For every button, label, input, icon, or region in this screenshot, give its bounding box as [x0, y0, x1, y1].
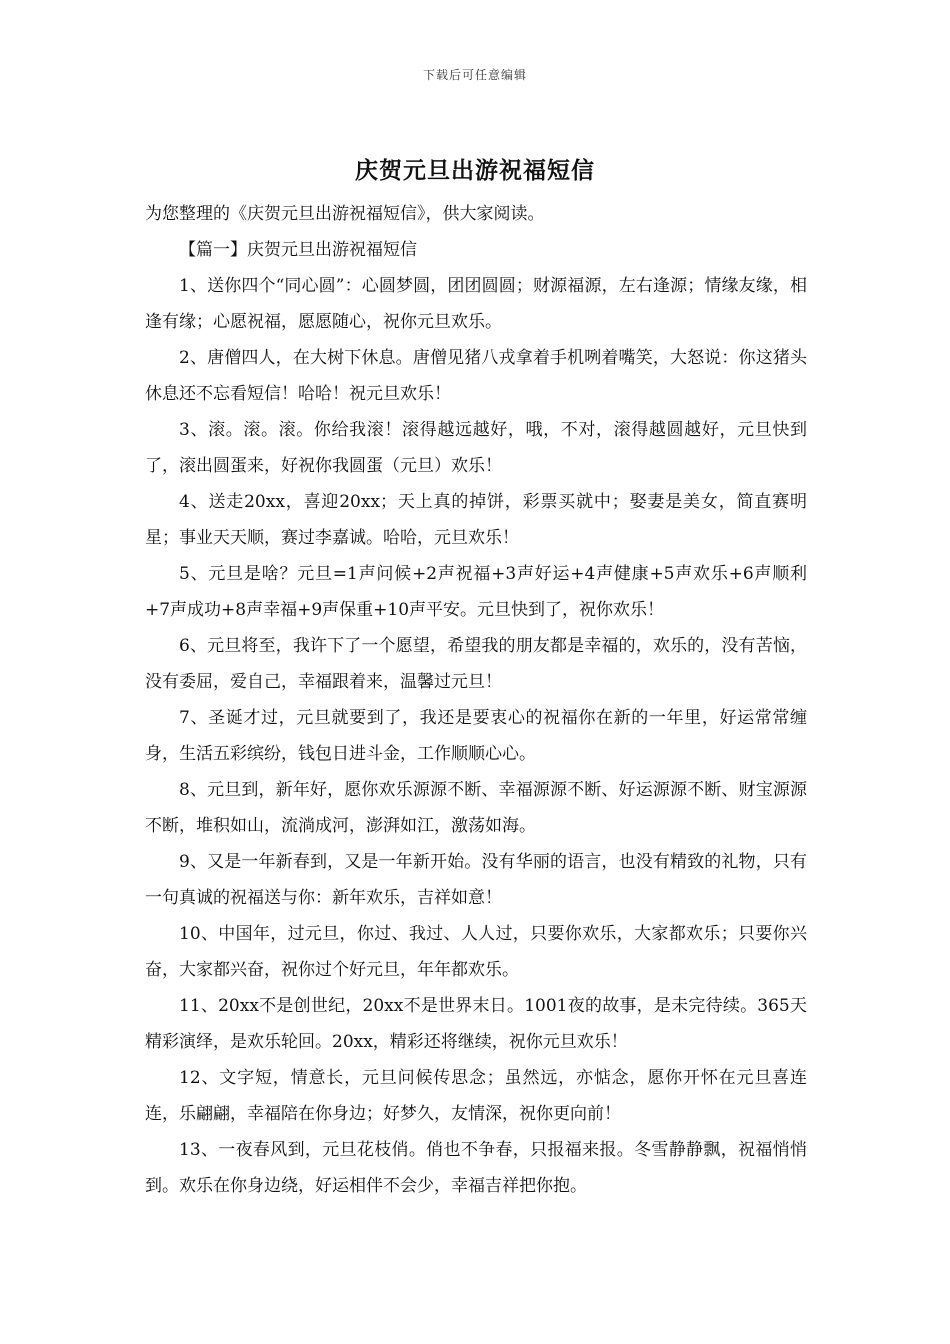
document-title: 庆贺元旦出游祝福短信: [355, 157, 595, 184]
paragraph: 11、20xx不是创世纪，20xx不是世界末日。1001夜的故事，是未完待续。365天精彩演绎，是欢乐轮回。20xx，精彩还将继续，祝你元旦欢乐！: [145, 996, 807, 1052]
paragraph: 7、圣诞才过，元旦就要到了，我还是要衷心的祝福你在新的一年里，好运常常缠身，生活五彩缤纷，钱包日进斗金，工作顺顺心心。: [145, 708, 807, 764]
paragraph: 9、又是一年新春到，又是一年新开始。没有华丽的语言，也没有精致的礼物，只有一句真诚的祝福送与你：新年欢乐，吉祥如意！: [145, 852, 807, 908]
page-header-note: 下载后可任意编辑: [422, 68, 527, 82]
paragraph: 13、一夜春风到，元旦花枝俏。俏也不争春，只报福来报。冬雪静静飘，祝福悄悄到。欢乐在你身边绕，好运相伴不会少，幸福吉祥把你抱。: [145, 1140, 807, 1196]
paragraph: 12、文字短，情意长，元旦问候传思念；虽然远，亦惦念，愿你开怀在元旦喜连连，乐翩翩，幸福陪在你身边；好梦久，友情深，祝你更向前！: [145, 1068, 807, 1124]
paragraph: 6、元旦将至，我许下了一个愿望，希望我的朋友都是幸福的，欢乐的，没有苦恼，没有委屈，爱自己，幸福跟着来，温馨过元旦！: [145, 636, 807, 692]
paragraph: 2、唐僧四人，在大树下休息。唐僧见猪八戎拿着手机咧着嘴笑，大怒说：你这猪头休息还不忘看短信！哈哈！祝元旦欢乐！: [145, 348, 807, 404]
section-title: 【篇一】庆贺元旦出游祝福短信: [179, 240, 417, 260]
paragraph: 3、滚。滚。滚。你给我滚！滚得越远越好，哦，不对，滚得越圆越好，元旦快到了，滚出圆蛋来，好祝你我圆蛋（元旦）欢乐！: [145, 420, 807, 476]
paragraph: 8、元旦到，新年好，愿你欢乐源源不断、幸福源源不断、好运源源不断、财宝源源不断，堆积如山，流淌成河，澎湃如江，激荡如海。: [145, 780, 807, 836]
paragraph: 1、送你四个“同心圆”：心圆梦圆，团团圆圆；财源福源，左右逢源；情缘友缘，相逢有缘；心愿祝福，愿愿随心，祝你元旦欢乐。: [145, 276, 807, 332]
document-body: [145, 196, 807, 1204]
paragraph: 5、元旦是啥？元旦=1声问候+2声祝福+3声好运+4声健康+5声欢乐+6声顺利+7声成功+8声幸福+9声保重+10声平安。元旦快到了，祝你欢乐！: [145, 564, 807, 620]
paragraph: 10、中国年，过元旦，你过、我过、人人过，只要你欢乐，大家都欢乐；只要你兴奋，大家都兴奋，祝你过个好元旦，年年都欢乐。: [145, 924, 807, 980]
paragraph: 4、送走20xx，喜迎20xx；天上真的掉饼，彩票买就中；娶妻是美女，简直赛明星；事业天天顺，赛过李嘉诚。哈哈，元旦欢乐！: [145, 492, 807, 548]
intro-text: 为您整理的《庆贺元旦出游祝福短信》，供大家阅读。: [145, 204, 545, 224]
